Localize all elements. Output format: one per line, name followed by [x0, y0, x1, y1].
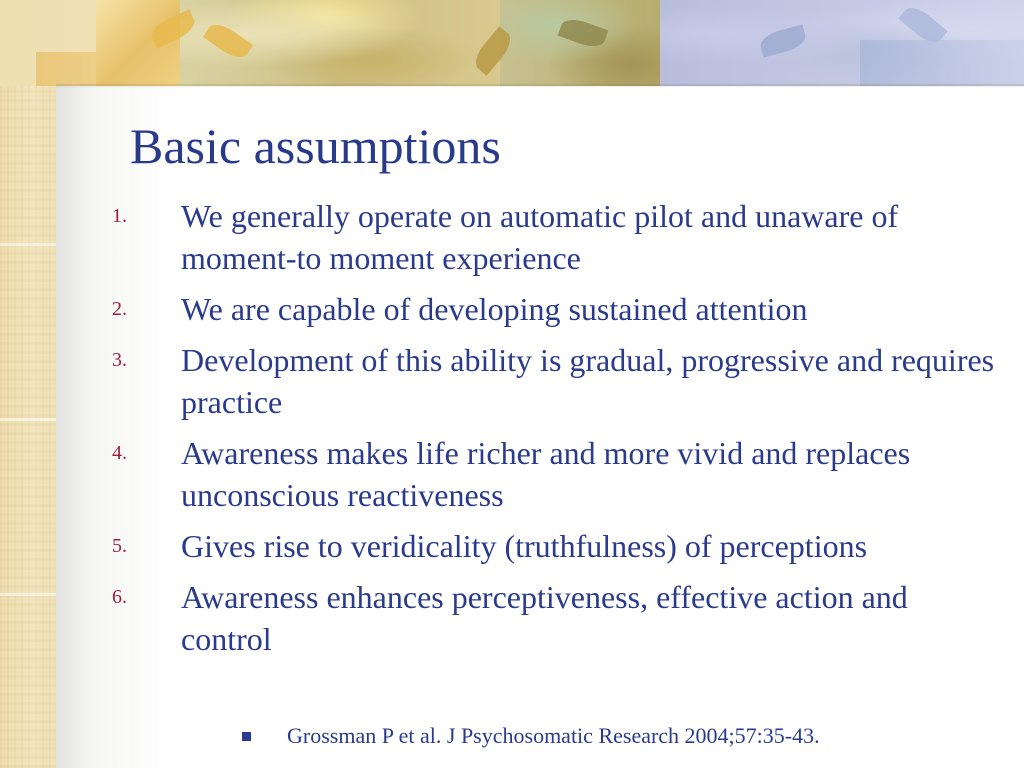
list-number: 6. — [112, 586, 127, 608]
list-item — [112, 432, 1002, 516]
list-item-text: Awareness enhances perceptiveness, effective action and control — [181, 579, 908, 657]
reference-line — [242, 723, 820, 749]
list-item — [112, 576, 1002, 660]
list-item — [112, 195, 1002, 279]
banner-tile — [860, 40, 1024, 86]
list-item-text: We are capable of developing sustained attention — [181, 291, 808, 327]
list-item — [112, 339, 1002, 423]
list-number: 2. — [112, 298, 127, 320]
list-item-text: Awareness makes life richer and more vivid and replaces unconscious reactiveness — [181, 435, 911, 513]
list-number: 4. — [112, 442, 127, 464]
square-bullet-icon — [242, 732, 251, 741]
list-number: 5. — [112, 535, 127, 557]
parchment-side-strip — [0, 0, 56, 768]
list-item — [112, 288, 1002, 330]
decorative-banner — [0, 0, 1024, 86]
slide-title: Basic assumptions — [130, 118, 501, 174]
list-number: 3. — [112, 349, 127, 371]
list-number: 1. — [112, 205, 127, 227]
reference-citation: Grossman P et al. J Psychosomatic Research 2004;57:35-43. — [287, 723, 820, 748]
list-item — [112, 525, 1002, 567]
list-item-text: Development of this ability is gradual, progressive and requires practice — [181, 342, 995, 420]
banner-shadow — [56, 84, 1024, 88]
list-item-text: We generally operate on automatic pilot and unaware of moment-to moment experience — [181, 198, 899, 276]
list-item-text: Gives rise to veridicality (truthfulness) of perceptions — [181, 528, 868, 564]
assumption-list — [112, 195, 1002, 669]
